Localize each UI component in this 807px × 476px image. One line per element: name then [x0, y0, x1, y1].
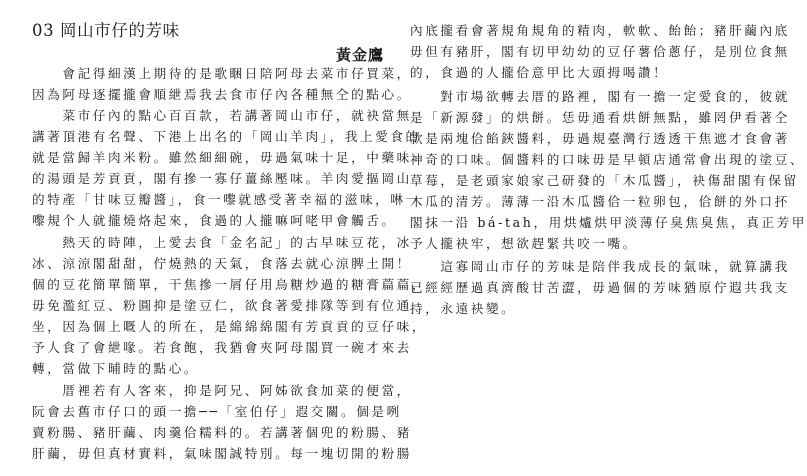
paragraph-line: 草莓，是老頭家娘家己研發的「木瓜醬」，袂傷甜閣有保留 — [410, 173, 799, 188]
paragraph-line: 菜市仔內的點心百百款，若講著岡山市仔，就袂當無 — [32, 108, 412, 123]
paragraph-line: 毋免濫紅豆、粉圓抑是塗豆仁，欲食著愛排隊等到有位通 — [32, 298, 412, 313]
paragraph-line: 毋但有豬肝，閣有切甲幼幼的豆仔薯佮蔥仔，是別位食無 — [410, 44, 790, 59]
paragraph-line: 的湯頭是芳貢貢，閣有摻一寡仔薑絲壓味。羊肉愛摳岡山 — [32, 171, 412, 186]
paragraph-line: 對市場欲轉去厝的路裡，閣有一擔一定愛食的，彼就 — [410, 89, 790, 104]
paragraph-line: 講著頂港有名聲、下港上出名的「岡山羊肉」，我上愛食的 — [32, 129, 421, 144]
paragraph-line: 這寡岡山市仔的芳味是陪伴我成長的氣味，就算講我 — [410, 259, 790, 274]
paragraph-line: 賣粉腸、豬肝繭、肉羹佮糯料的。若講著個兜的粉腸、豬 — [32, 425, 412, 440]
paragraph-line: 閣抹一沿 bá-tah，用烘爐烘甲淡薄仔臭焦臭焦，真正芳甲 — [410, 215, 807, 230]
paragraph-line: 厝裡若有人客來，抑是阿兄、阿姊欲食加菜的便當， — [32, 383, 412, 398]
paragraph-line: 冰、涼涼閣甜甜，佇燒熱的天氣，食落去就心涼脾土開！ — [32, 256, 412, 271]
paragraph-line: 木瓜的清芳。薄薄一沿木瓜醬佮一粒卵包，佮餅的外口抔 — [410, 194, 790, 209]
paragraph-line: 轉，當做下晡時的點心。 — [32, 361, 200, 376]
paragraph-line: 熱天的時陣，上愛去食「金名記」的古早味豆花，冰 — [32, 235, 412, 250]
paragraph-line: 予人食了會紲喙。若食飽，我猶會夾阿母閣買一碗才來去 — [32, 340, 412, 355]
paragraph-line: 肝繭，毋但真材實料，氣味閣誠特別。每一塊切開的粉腸 — [32, 446, 412, 461]
paragraph-line: 會記得細漢上期待的是歌睏日陪阿母去菜市仔買菜， — [32, 66, 412, 81]
paragraph-line: 個的豆花簡單簡單，干焦摻一屑仔用烏糖炒過的糖膏萹萹， — [32, 277, 428, 292]
paragraph-line: 神奇的口味。個醬料的口味毋是早頓店通常會出現的塗豆、 — [410, 152, 806, 167]
paragraph-line: 內底攏看會著規角規角的精肉，軟軟、飴飴；豬肝繭內底 — [410, 23, 790, 38]
paragraph-line: 阮會去舊市仔口的頭一擔──「室伯仔」遐交關。個是咧 — [32, 404, 402, 419]
paragraph-line: 是「新源發」的烘餅。恁毋通看烘餅無點，雖罔伊看著仝 — [410, 110, 790, 125]
paragraph-line: 予人攏袂牢，想欲趕緊共咬一嘴。 — [410, 236, 638, 251]
paragraph-line: 因為阿母逐擺攏會順紲焉我去食市仔內各種無仝的點心。 — [32, 87, 412, 102]
paragraph-line: 嚟規个人就攏燒烙起來，食過的人攏嘛呵咾甲會觸舌。 — [32, 213, 397, 228]
paragraph-line: 的特產「甘味豆瓣醬」，食一嚟就感受著幸福的滋味，啉一 — [32, 192, 421, 207]
article-title: 03 岡山市仔的芳味 — [32, 21, 180, 40]
paragraph-line: 的，食過的人攏佮意甲比大頭拇喝讚！ — [410, 65, 669, 80]
paragraph-line: 持，永遠袂變。 — [410, 301, 517, 316]
paragraph-line: 坐，因為個上嘅人的所在，是綿綿綿閣有芳貢貢的豆仔味， — [32, 319, 428, 334]
paragraph-line: 款是兩塊佮餡鋏醬料，毋過規臺灣行透透干焦遮才食會著 — [410, 131, 790, 146]
paragraph-line: 已經經歷過真濟酸甘苦澀，毋過個的芳味猶原佇遐共我支 — [410, 280, 790, 295]
paragraph-line: 就是當歸羊肉米粉。雖然細細碗，毋過氣味十足，中藥味 — [32, 150, 412, 165]
author-name: 黃金鷹 — [335, 46, 384, 64]
